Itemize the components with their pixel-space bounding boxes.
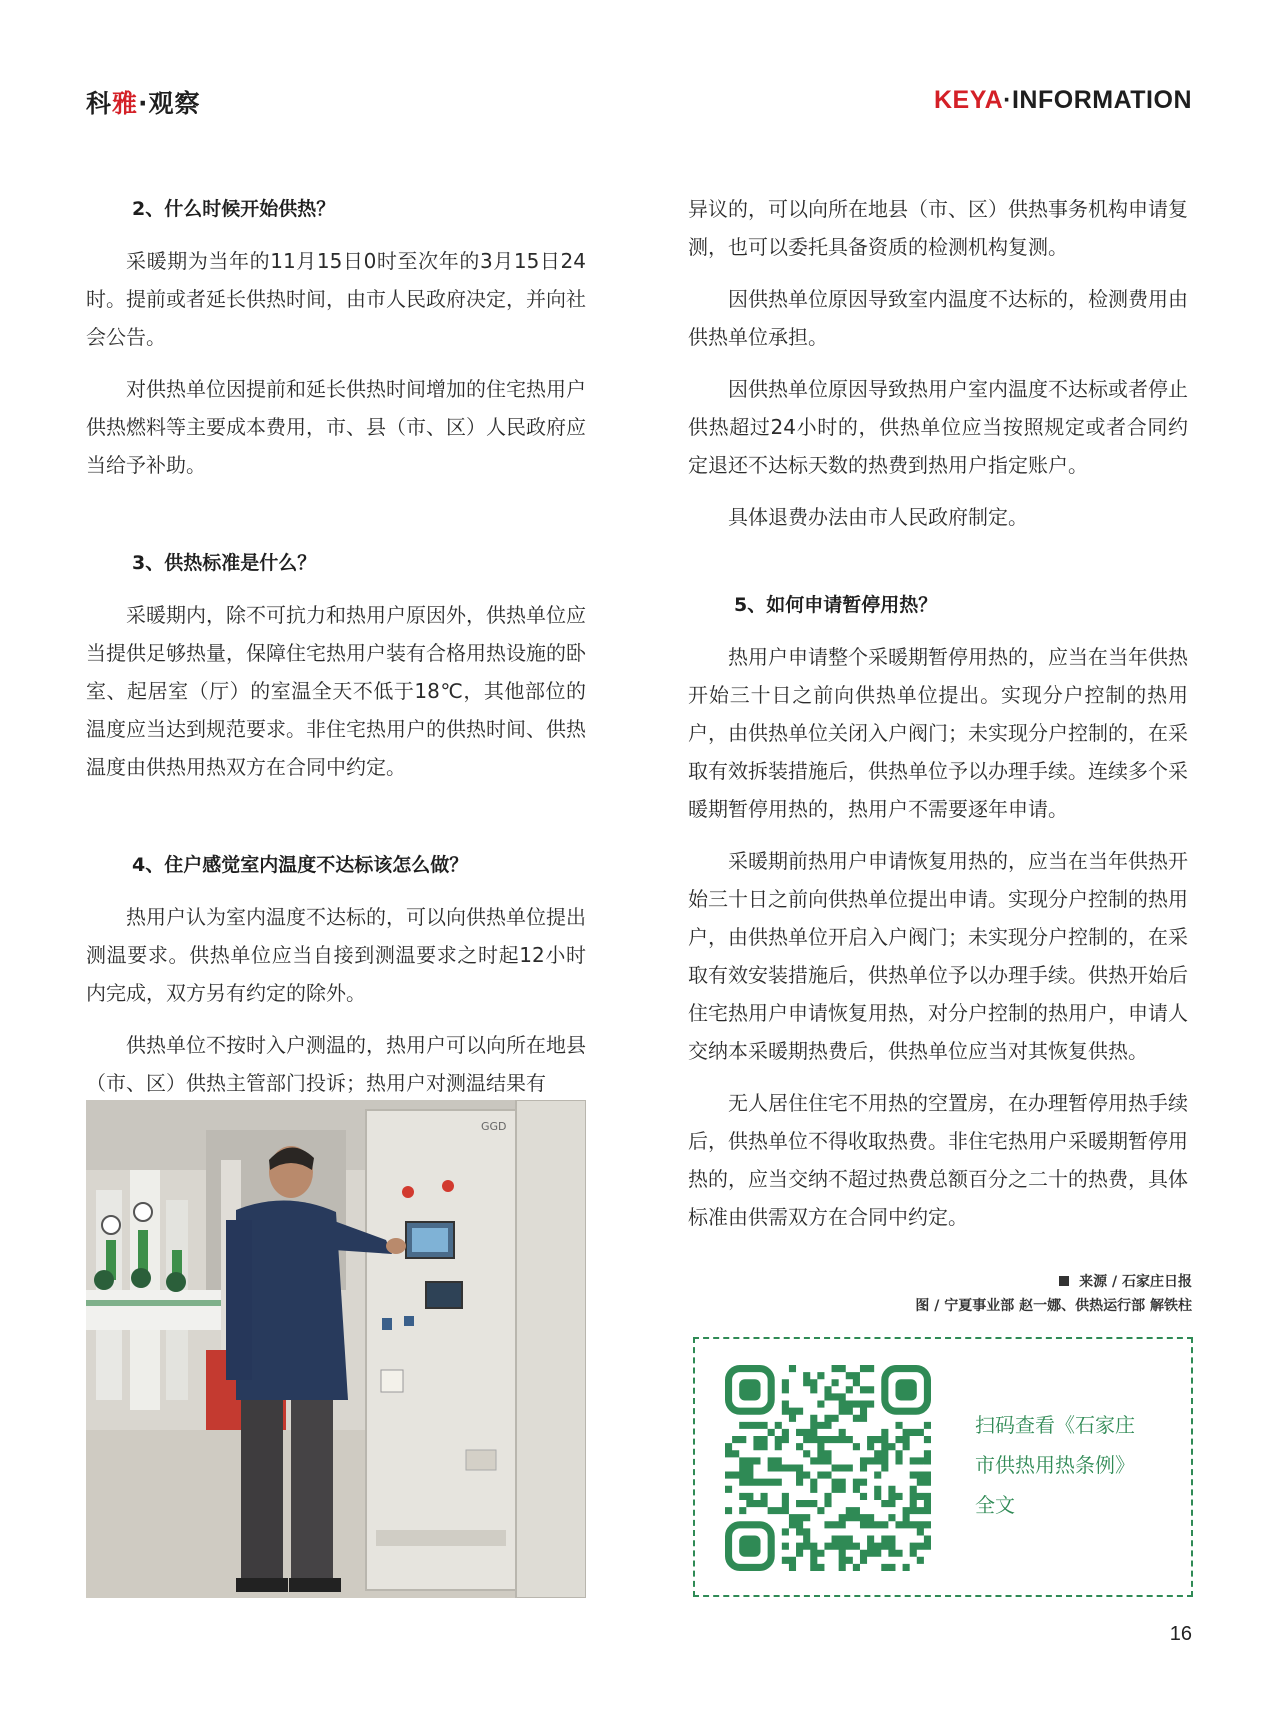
boiler-room-photo-illustration: [86, 1100, 586, 1598]
section-heading-5: 5、如何申请暂停用热？: [734, 594, 938, 616]
paragraph-continued: 异议的，可以向所在地县（市、区）供热事务机构申请复测，也可以委托具备资质的检测机构复测。: [688, 197, 1188, 259]
brand-logo-left: [86, 84, 201, 120]
section-heading-3: 3、供热标准是什么？: [132, 552, 317, 574]
page-number: 16: [1169, 1623, 1192, 1645]
left-column: [86, 190, 586, 1116]
paragraph: 因供热单位原因导致热用户室内温度不达标或者停止供热超过24小时的，供热单位应当按照规定或者合同约定退还不达标天数的热费到热用户指定账户。: [688, 377, 1188, 477]
paragraph: 供热单位不按时入户测温的，热用户可以向所在地县（市、区）供热主管部门投诉；热用户对测温结果有: [86, 1033, 586, 1095]
qr-caption-line-3: 全文: [975, 1493, 1015, 1517]
paragraph: 无人居住住宅不用热的空置房，在办理暂停用热手续后，供热单位不得收取热费。非住宅热用户采暖期暂停用热的，应当交纳不超过热费总额百分之二十的热费，具体标准由供需双方在合同中约定。: [688, 1091, 1188, 1229]
square-bullet-icon: [1059, 1276, 1069, 1286]
article-photo: [86, 1100, 586, 1598]
paragraph: 采暖期前热用户申请恢复用热的，应当在当年供热开始三十日之前向供热单位提出申请。实现分户控制的热用户，由供热单位开启入户阀门；未实现分户控制的，在采取有效安装措施后，供热单位予以办理手续。供热开始后住宅热用户申请恢复用热，对分户控制的热用户，申请人交纳本采暖期热费后，供热单位应当对其恢复供热。: [688, 849, 1188, 1063]
paragraph: 采暖期为当年的11月15日0时至次年的3月15日24时。提前或者延长供热时间，由市人民政府决定，并向社会公告。: [86, 249, 586, 349]
qr-caption-line-1: 扫码查看《石家庄: [975, 1413, 1135, 1437]
paragraph: 具体退费办法由市人民政府制定。: [728, 505, 1028, 529]
source-line-2: 图 / 宁夏事业部 赵一娜、供热运行部 解铁柱: [915, 1298, 1192, 1314]
paragraph: 热用户申请整个采暖期暂停用热的，应当在当年供热开始三十日之前向供热单位提出。实现分户控制的热用户，由供热单位关闭入户阀门；未实现分户控制的，在采取有效拆装措施后，供热单位予以办理手续。连续多个采暖期暂停用热的，热用户不需要逐年申请。: [688, 645, 1188, 821]
cabinet-label: GGD: [481, 1120, 507, 1133]
source-credit: [915, 1270, 1192, 1318]
section-heading-4: 4、住户感觉室内温度不达标该怎么做？: [132, 854, 469, 876]
brand-keya: KEYA: [933, 86, 1004, 114]
brand-section-name: ·观察: [138, 89, 201, 118]
qr-code-box[interactable]: [693, 1337, 1193, 1597]
source-line-1: 来源 / 石家庄日报: [915, 1270, 1192, 1294]
paragraph: 热用户认为室内温度不达标的，可以向供热单位提出测温要求。供热单位应当自接到测温要求之时起12小时内完成，双方另有约定的除外。: [86, 905, 586, 1005]
qr-caption: [975, 1405, 1135, 1525]
paragraph: 对供热单位因提前和延长供热时间增加的住宅热用户供热燃料等主要成本费用，市、县（市、区）人民政府应当给予补助。: [86, 377, 586, 477]
brand-logo-right: [934, 86, 1192, 115]
brand-information: ·INFORMATION: [1003, 86, 1192, 114]
qr-code-icon[interactable]: [725, 1365, 931, 1571]
section-heading-2: 2、什么时候开始供热？: [132, 198, 336, 220]
brand-char-ya: 雅: [112, 89, 139, 118]
right-column: [688, 190, 1188, 1250]
brand-char-ke: 科: [86, 89, 113, 118]
paragraph: 因供热单位原因导致室内温度不达标的，检测费用由供热单位承担。: [688, 287, 1188, 349]
paragraph: 采暖期内，除不可抗力和热用户原因外，供热单位应当提供足够热量，保障住宅热用户装有合格用热设施的卧室、起居室（厅）的室温全天不低于18℃，其他部位的温度应当达到规范要求。非住宅热用户的供热时间、供热温度由供热用热双方在合同中约定。: [86, 603, 586, 779]
qr-caption-line-2: 市供热用热条例》: [975, 1453, 1135, 1477]
